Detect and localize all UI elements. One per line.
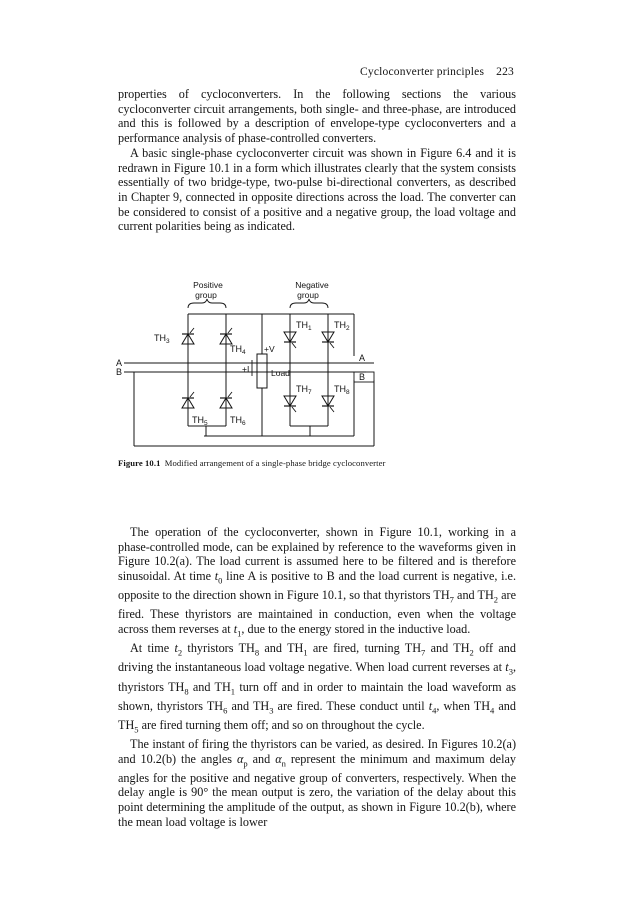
th4-label: $TH_4$	[230, 344, 246, 356]
load-resistor	[257, 354, 267, 388]
th6-label: $TH_6$	[230, 415, 246, 427]
caption-label: Figure 10.1	[118, 458, 161, 468]
line-a-label-left: A	[116, 358, 123, 368]
line-b-label-left: B	[116, 367, 123, 377]
paragraph: At time $t_2$ thyristors $TH_8$ and $TH_1$ are fired, turning $TH_7$ and $TH_2$ off and driving the instantaneous load voltage negative. When load current reverses at $t_3$, thyristors $TH_8$ and $TH_1$ turn off and in order to maintain the load waveform as shown, thyristors $TH_6$ and $TH_3$ are fired. These conduct until $t_4$, when $TH_4$ and $TH_5$ are fired turning them off; and so on throughout the cycle.	[118, 641, 516, 735]
figure-caption	[118, 458, 386, 468]
th5-label: $TH_5$	[192, 415, 208, 427]
positive-group-label: group	[195, 290, 217, 300]
th2-label: $TH_2$	[334, 320, 350, 332]
circuit-diagram	[116, 276, 396, 456]
th7-label: $TH_7$	[296, 384, 312, 396]
negative-group-brace	[290, 299, 328, 308]
th3-label: $TH_3$	[154, 333, 170, 345]
negative-group-label: Negative	[295, 280, 329, 290]
body-text-bottom	[118, 525, 516, 830]
current-label: +I	[242, 364, 250, 374]
paragraph: The instant of firing the thyristors can be varied, as desired. In Figures 10.2(a) and 10.2(b) the angles $\alpha_p$ and $\alpha_n$ represent the minimum and maximum delay angles for the positive and negative group of converters, respectively. When the delay angle is 90° the mean output is zero, the variation of the delay about this point determining the amplitude of the output, as shown in Figure 10.2(b), where the mean load voltage is lower	[118, 736, 516, 829]
running-header	[360, 66, 514, 78]
th8-label: $TH_8$	[334, 384, 350, 396]
page-number: 223	[496, 66, 514, 78]
line-a-label-right: A	[359, 353, 366, 363]
negative-group-label: group	[297, 290, 319, 300]
positive-group-label: Positive	[193, 280, 223, 290]
caption-text: Modified arrangement of a single-phase bridge cycloconverter	[164, 458, 386, 468]
body-text-top	[118, 87, 516, 234]
th1-label: $TH_1$	[296, 320, 312, 332]
paragraph: The operation of the cycloconverter, shown in Figure 10.1, working in a phase-controlled mode, can be explained by reference to the waveforms given in Figure 10.2(a). The load current is assumed here to be filtered and is therefore sinusoidal. At time $t_0$ line A is positive to B and the load current is negative, i.e. opposite to the direction shown in Figure 10.1, so that thyristors $TH_7$ and $TH_2$ are fired. These thyristors are maintained in conduction, even when the voltage across them reverses at $t_1$, due to the energy stored in the inductive load.	[118, 525, 517, 639]
load-label: Load	[271, 368, 290, 378]
paragraph: properties of cycloconverters. In the following sections the various cycloconverter circuit arrangements, both single- and three-phase, are introduced and this is followed by a description of envelope-type cycloconverters and a performance analysis of phase-controlled converters.	[118, 87, 516, 146]
running-title: Cycloconverter principles	[360, 66, 485, 78]
voltage-label: +V	[264, 344, 275, 354]
line-b-label-right: B	[359, 372, 366, 382]
paragraph: A basic single-phase cycloconverter circuit was shown in Figure 6.4 and it is redrawn in Figure 10.1 in a form which illustrates clearly that the system consists essentially of two bridge-type, two-pulse bi-directional converters, as described in Chapter 9, connected in opposite directions across the load. The converter can be considered to consist of a positive and a negative group, the load voltage and current polarities being as indicated.	[118, 145, 516, 234]
positive-group-brace	[188, 299, 226, 308]
